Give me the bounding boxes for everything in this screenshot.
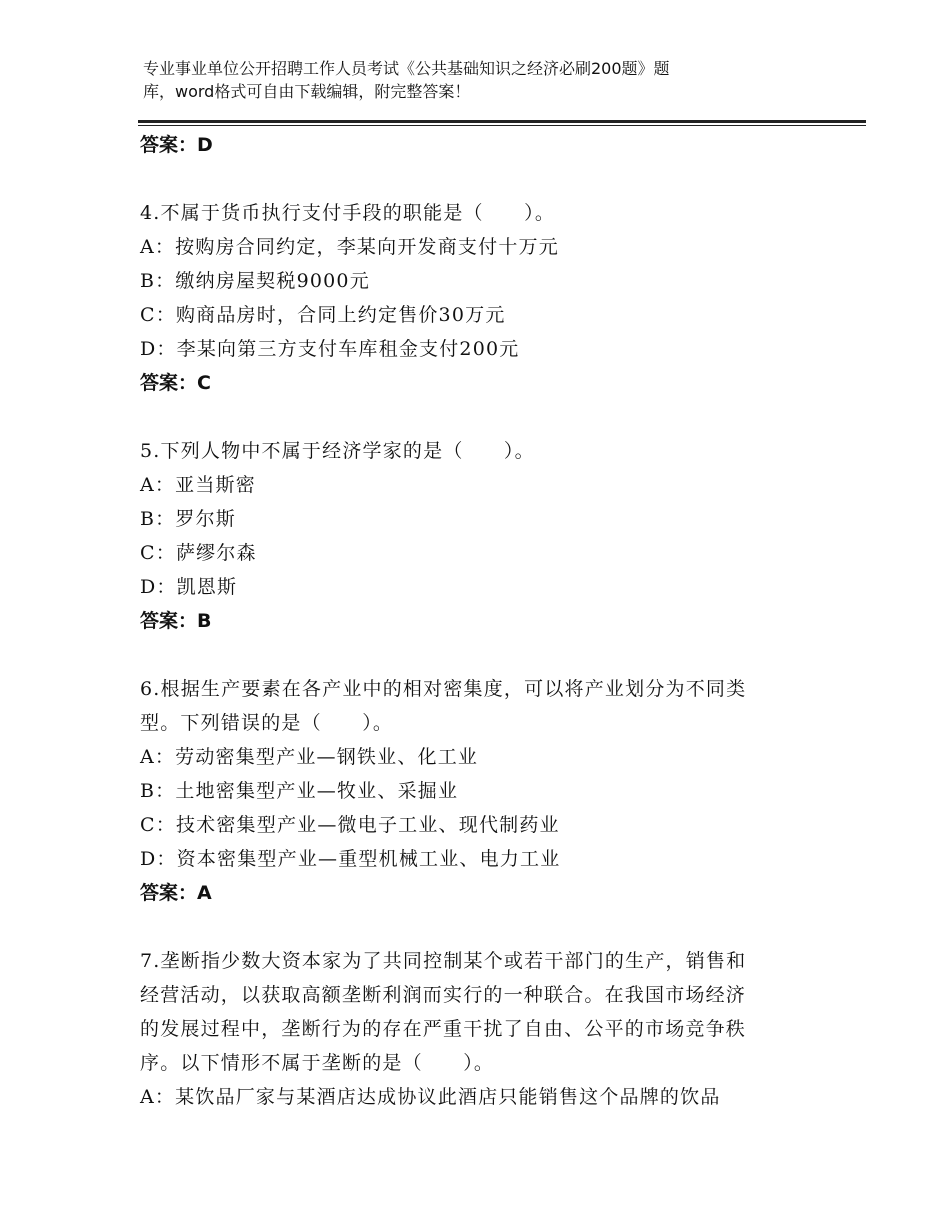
option-b: B：罗尔斯 — [140, 508, 236, 530]
option-c: C：技术密集型产业—微电子工业、现代制药业 — [140, 814, 560, 836]
question-stem — [140, 944, 800, 1080]
document-header — [143, 57, 793, 103]
question-stem — [140, 196, 800, 230]
question-stem-line: 4.不属于货币执行支付手段的职能是（ ）。 — [140, 202, 556, 224]
question-stem-line: 序。以下情形不属于垄断的是（ ）。 — [140, 1052, 495, 1074]
question-stem-line: 的发展过程中，垄断行为的存在严重干扰了自由、公平的市场竞争秩 — [140, 1018, 747, 1040]
option-c: C：购商品房时，合同上约定售价30万元 — [140, 304, 506, 326]
question-4 — [140, 196, 800, 400]
option-b: B：缴纳房屋契税9000元 — [140, 270, 370, 292]
question-7 — [140, 944, 800, 1114]
option-a: A：亚当斯密 — [140, 474, 256, 496]
answer-line: 答案：D — [140, 134, 213, 156]
option-b: B：土地密集型产业—牧业、采掘业 — [140, 780, 459, 802]
question-6 — [140, 672, 800, 910]
option-d: D：李某向第三方支付车库租金支付200元 — [140, 338, 520, 360]
answer-line: 答案：A — [140, 882, 212, 904]
option-a: A：劳动密集型产业—钢铁业、化工业 — [140, 746, 479, 768]
option-a: A：按购房合同约定，李某向开发商支付十万元 — [140, 236, 559, 258]
question-5 — [140, 434, 800, 638]
question-stem-line: 经营活动，以获取高额垄断利润而实行的一种联合。在我国市场经济 — [140, 984, 747, 1006]
header-line-1: 专业事业单位公开招聘工作人员考试《公共基础知识之经济必刷200题》题 — [143, 59, 670, 78]
answer-line: 答案：C — [140, 372, 211, 394]
question-stem-line: 型。下列错误的是（ ）。 — [140, 712, 394, 734]
question-stem — [140, 434, 800, 468]
option-a: A：某饮品厂家与某酒店达成协议此酒店只能销售这个品牌的饮品 — [140, 1086, 721, 1108]
question-stem-line: 6.根据生产要素在各产业中的相对密集度，可以将产业划分为不同类 — [140, 678, 747, 700]
option-d: D：资本密集型产业—重型机械工业、电力工业 — [140, 848, 561, 870]
option-d: D：凯恩斯 — [140, 576, 238, 598]
question-stem-line: 5.下列人物中不属于经济学家的是（ ）。 — [140, 440, 535, 462]
header-line-2: 库，word格式可自由下载编辑，附完整答案！ — [143, 82, 471, 101]
header-divider-thin — [138, 125, 866, 126]
question-stem-line: 7.垄断指少数大资本家为了共同控制某个或若干部门的生产，销售和 — [140, 950, 747, 972]
header-divider-thick — [138, 120, 866, 123]
document-body — [140, 128, 800, 1114]
question-stem — [140, 672, 800, 740]
option-c: C：萨缪尔森 — [140, 542, 257, 564]
answer-line: 答案：B — [140, 610, 212, 632]
